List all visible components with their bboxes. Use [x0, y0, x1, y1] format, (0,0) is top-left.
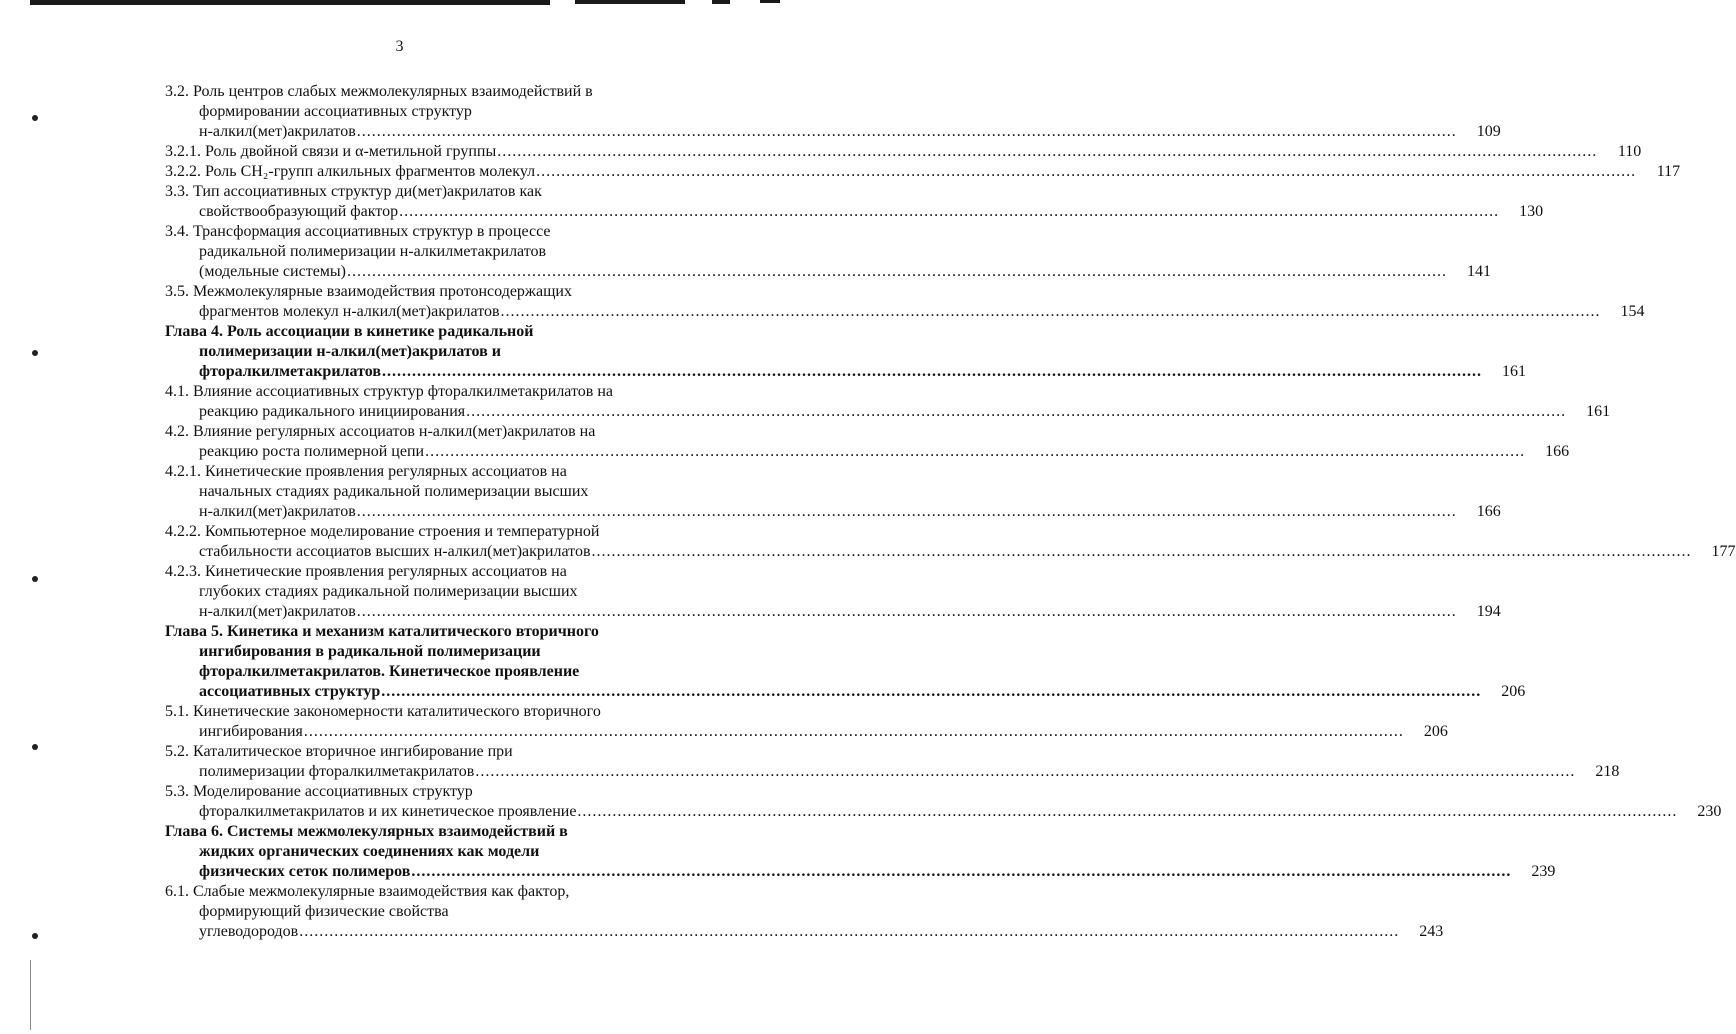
- toc-entry-line: 5.3. Моделирование ассоциативных структур: [165, 783, 473, 800]
- binder-hole-mark: [32, 350, 38, 356]
- dot-leader: ............................................................................................................................................................................................................................: [399, 203, 1500, 220]
- toc-page-number: 166: [1476, 503, 1501, 520]
- dot-leader: ............................................................................................................................................................................................................................: [356, 503, 1457, 520]
- toc-entry-line: 3.3. Тип ассоциативных структур ди(мет)акрилатов как: [165, 183, 542, 200]
- toc-page-number: 230: [1697, 803, 1722, 820]
- dot-leader: ............................................................................................................................................................................................................................: [591, 543, 1692, 560]
- toc-entry-line: 5.2. Каталитическое вторичное ингибирование при: [165, 743, 513, 760]
- toc-entry[interactable]: [165, 742, 1620, 782]
- toc-page-number: 243: [1419, 923, 1444, 940]
- toc-page-number: 206: [1423, 723, 1448, 740]
- toc-entry-line: физических сеток полимеров: [199, 863, 411, 880]
- toc-entry-line: 4.2.2. Компьютерное моделирование строения и температурной: [165, 523, 600, 540]
- toc-page-number: 141: [1467, 263, 1491, 280]
- toc-entry-line: углеводородов: [199, 923, 299, 940]
- toc-entry[interactable]: [165, 462, 1501, 522]
- toc-entry-line: полимеризации фторалкилметакрилатов: [199, 763, 475, 780]
- toc-page-number: 177: [1711, 543, 1736, 560]
- dot-leader: ............................................................................................................................................................................................................................: [497, 143, 1598, 160]
- toc-entry-line: 3.2.2. Роль CH₂-групп алкильных фрагментов молекул: [165, 163, 536, 180]
- toc-page-number: 166: [1545, 443, 1570, 460]
- toc-chapter-entry[interactable]: [165, 822, 1556, 882]
- binder-hole-mark: [32, 115, 38, 121]
- toc-entry[interactable]: [165, 382, 1611, 422]
- dot-leader: ............................................................................................................................................................................................................................: [577, 803, 1678, 820]
- toc-entry-line: Глава 5. Кинетика и механизм каталитического вторичного: [165, 623, 599, 640]
- toc-entry-line: глубоких стадиях радикальной полимеризации высших: [199, 583, 578, 600]
- toc-entry-line: 4.2.1. Кинетические проявления регулярных ассоциатов на: [165, 463, 567, 480]
- toc-entry-line: 4.1. Влияние ассоциативных структур фторалкилметакрилатов на: [165, 383, 613, 400]
- toc-page-number: 109: [1476, 123, 1501, 140]
- toc-entry-line: реакцию роста полимерной цепи: [199, 443, 425, 460]
- scan-left-edge: [30, 960, 31, 1030]
- toc-entry[interactable]: [165, 142, 1642, 162]
- scan-top-edge-fragment: [712, 0, 730, 4]
- toc-page-number: 130: [1519, 203, 1544, 220]
- toc-entry[interactable]: [165, 782, 1722, 822]
- toc-entry-line: 4.2. Влияние регулярных ассоциатов н-алкил(мет)акрилатов на: [165, 423, 596, 440]
- toc-entry-line: н-алкил(мет)акрилатов: [199, 603, 356, 620]
- dot-leader: ............................................................................................................................................................................................................................: [382, 363, 1482, 380]
- toc-entry-line: радикальной полимеризации н-алкилметакрилатов: [199, 243, 547, 260]
- binder-hole-mark: [32, 933, 38, 939]
- toc-entry-line: формирующий физические свойства: [199, 903, 449, 920]
- toc-entry-line: фрагментов молекул н-алкил(мет)акрилатов: [199, 303, 500, 320]
- dot-leader: ............................................................................................................................................................................................................................: [475, 763, 1576, 780]
- toc-entry[interactable]: [165, 182, 1544, 222]
- page-number: 3: [395, 38, 404, 55]
- toc-entry[interactable]: [165, 562, 1501, 622]
- toc-entry-line: 6.1. Слабые межмолекулярные взаимодействия как фактор,: [165, 883, 570, 900]
- toc-entry-line: фторалкилметакрилатов: [199, 363, 381, 380]
- dot-leader: ............................................................................................................................................................................................................................: [381, 683, 1482, 700]
- toc-entry-line: н-алкил(мет)акрилатов: [199, 503, 356, 520]
- toc-entry-line: формировании ассоциативных структур: [199, 103, 472, 120]
- toc-entry-line: 3.4. Трансформация ассоциативных структур в процессе: [165, 223, 551, 240]
- toc-entry-line: Глава 4. Роль ассоциации в кинетике радикальной: [165, 323, 534, 340]
- binder-hole-mark: [32, 744, 38, 750]
- toc-entry-line: Глава 6. Системы межмолекулярных взаимодействий в: [165, 823, 568, 840]
- scan-top-edge-fragment: [760, 0, 780, 3]
- toc-entry[interactable]: [165, 882, 1444, 942]
- toc-page-number: 206: [1501, 683, 1526, 700]
- dot-leader: ............................................................................................................................................................................................................................: [303, 723, 1404, 740]
- toc-entry-line: 3.2.1. Роль двойной связи и α-метильной группы: [165, 143, 497, 160]
- dot-leader: ............................................................................................................................................................................................................................: [500, 303, 1601, 320]
- toc-entry[interactable]: [165, 522, 1736, 562]
- dot-leader: ............................................................................................................................................................................................................................: [299, 923, 1400, 940]
- dot-leader: ............................................................................................................................................................................................................................: [411, 863, 1512, 880]
- toc-entry[interactable]: [165, 282, 1645, 322]
- toc-entry-line: 4.2.3. Кинетические проявления регулярных ассоциатов на: [165, 563, 567, 580]
- toc-entry-line: ассоциативных структур: [199, 683, 381, 700]
- toc-entry-line: стабильности ассоциатов высших н-алкил(мет)акрилатов: [199, 543, 591, 560]
- toc-page-number: 117: [1656, 163, 1681, 180]
- scan-top-edge: [30, 0, 550, 5]
- toc-entry-line: ингибирования: [199, 723, 303, 740]
- dot-leader: ............................................................................................................................................................................................................................: [356, 603, 1457, 620]
- dot-leader: ............................................................................................................................................................................................................................: [347, 263, 1447, 280]
- toc-page-number: 161: [1586, 403, 1611, 420]
- toc-entry-line: н-алкил(мет)акрилатов: [199, 123, 356, 140]
- toc-page-number: 161: [1502, 363, 1526, 380]
- toc-entry-line: ингибирования в радикальной полимеризации: [199, 643, 541, 660]
- binder-hole-mark: [32, 576, 38, 582]
- toc-entry[interactable]: [165, 422, 1570, 462]
- toc-page-number: 154: [1620, 303, 1645, 320]
- toc-chapter-entry[interactable]: [165, 622, 1526, 702]
- dot-leader: ............................................................................................................................................................................................................................: [356, 123, 1457, 140]
- toc-entry-line: фторалкилметакрилатов. Кинетическое проявление: [199, 663, 580, 680]
- toc-page-number: 239: [1531, 863, 1556, 880]
- toc-entry-line: фторалкилметакрилатов и их кинетическое проявление: [199, 803, 577, 820]
- dot-leader: ............................................................................................................................................................................................................................: [536, 163, 1637, 180]
- toc-entry-line: свойствообразующий фактор: [199, 203, 399, 220]
- toc-entry[interactable]: [165, 82, 1501, 142]
- dot-leader: ............................................................................................................................................................................................................................: [425, 443, 1526, 460]
- toc-entry[interactable]: [165, 222, 1491, 282]
- toc-entry[interactable]: [165, 162, 1681, 182]
- toc-entry-line: начальных стадиях радикальной полимеризации высших: [199, 483, 589, 500]
- toc-page-number: 110: [1617, 143, 1642, 160]
- toc-entry[interactable]: [165, 702, 1448, 742]
- toc-entry-line: 3.5. Межмолекулярные взаимодействия протонсодержащих: [165, 283, 572, 300]
- toc-page-number: 194: [1476, 603, 1501, 620]
- toc-entry-line: (модельные системы): [199, 263, 346, 280]
- table-of-contents: [165, 82, 1736, 942]
- toc-page-number: 218: [1595, 763, 1620, 780]
- toc-entry-line: полимеризации н-алкил(мет)акрилатов и: [199, 343, 502, 360]
- scan-top-edge-fragment: [575, 0, 685, 4]
- toc-entry-line: 5.1. Кинетические закономерности каталитического вторичного: [165, 703, 601, 720]
- toc-entry-line: 3.2. Роль центров слабых межмолекулярных взаимодействий в: [165, 83, 593, 100]
- dot-leader: ............................................................................................................................................................................................................................: [466, 403, 1567, 420]
- toc-entry-line: реакцию радикального инициирования: [199, 403, 466, 420]
- toc-entry-line: жидких органических соединениях как модели: [199, 843, 540, 860]
- toc-chapter-entry[interactable]: [165, 322, 1526, 382]
